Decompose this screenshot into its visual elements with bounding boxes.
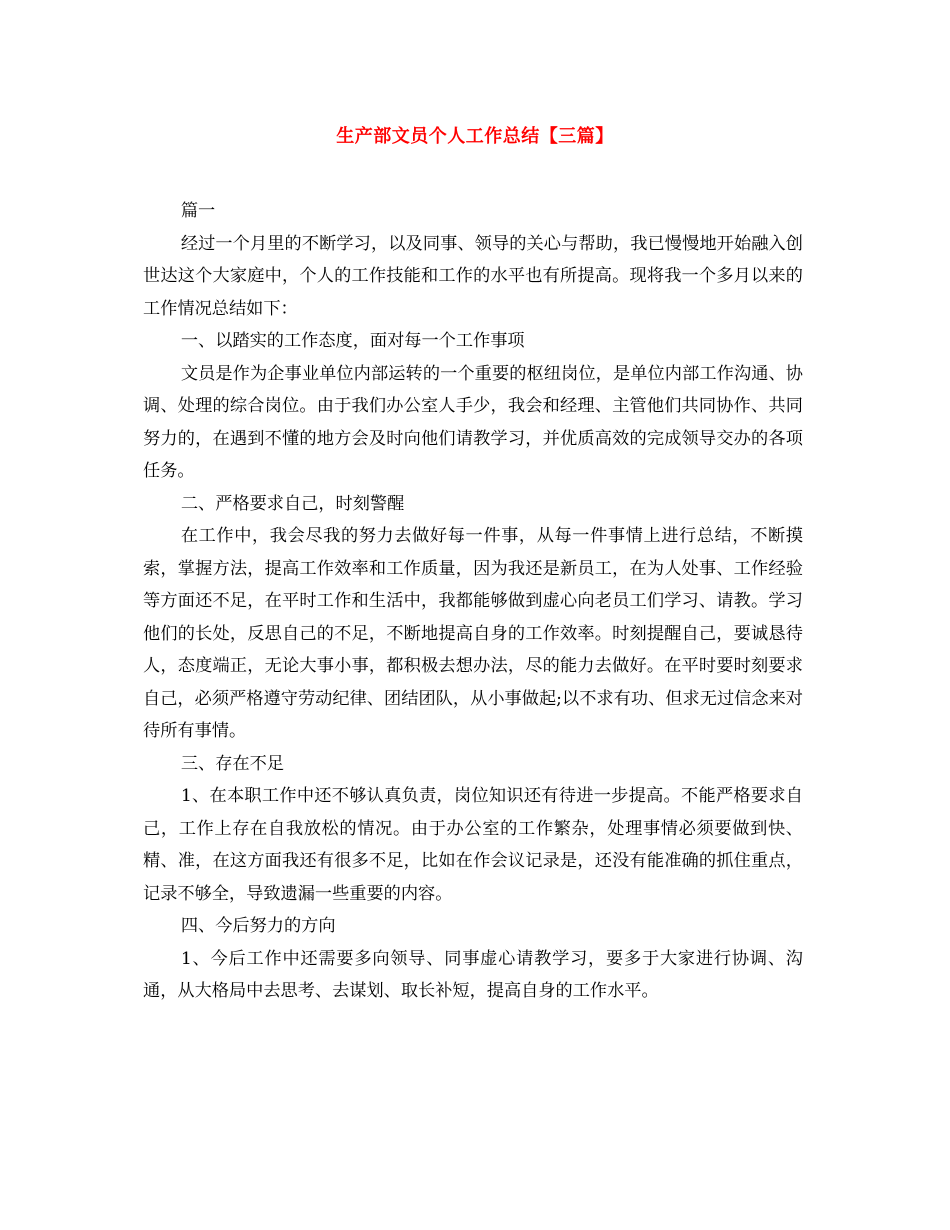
section-heading: 三、存在不足	[180, 753, 284, 774]
paragraph: 1、今后工作中还需要多向领导、同事虚心请教学习，要多于大家进行协调、沟通，从大格局中去思考、去谋划、取长补短，提高自身的工作水平。	[143, 948, 803, 1001]
paragraph: 经过一个月里的不断学习，以及同事、领导的关心与帮助，我已慢慢地开始融入创世达这个大家庭中，个人的工作技能和工作的水平也有所提高。现将我一个多月以来的工作情况总结如下：	[143, 233, 803, 319]
document-body	[143, 195, 803, 1008]
section-heading: 一、以踏实的工作态度，面对每一个工作事项	[180, 331, 525, 351]
paragraph: 文员是作为企事业单位内部运转的一个重要的枢纽岗位，是单位内部工作沟通、协调、处理的综合岗位。由于我们办公室人手少，我会和经理、主管他们共同协作、共同努力的，在遇到不懂的地方会及时向他们请教学习，并优质高效的完成领导交办的各项任务。	[143, 363, 803, 481]
paragraph: 1、在本职工作中还不够认真负责，岗位知识还有待进一步提高。不能严格要求自己，工作上存在自我放松的情况。由于办公室的工作繁杂，处理事情必须要做到快、精、准，在这方面我还有很多不足，比如在作会议记录是，还没有能准确的抓住重点，记录不够全，导致遗漏一些重要的内容。	[143, 786, 803, 904]
section-heading: 四、今后努力的方向	[180, 916, 336, 936]
paragraph: 在工作中，我会尽我的努力去做好每一件事，从每一件事情上进行总结，不断摸索，掌握方法，提高工作效率和工作质量，因为我还是新员工，在为人处事、工作经验等方面还不足，在平时工作和生活中，我都能够做到虚心向老员工们学习、请教。学习他们的长处，反思自己的不足，不断地提高自身的工作效率。时刻提醒自己，要诚恳待人，态度端正，无论大事小事，都积极去想办法，尽的能力去做好。在平时要时刻要求自己，必须严格遵守劳动纪律、团结团队，从小事做起;以不求有功、但求无过信念来对待所有事情。	[143, 526, 803, 741]
document-title: 生产部文员个人工作总结【三篇】	[336, 126, 614, 147]
section-label: 篇一	[180, 201, 216, 221]
section-heading: 二、严格要求自己，时刻警醒	[180, 493, 405, 514]
